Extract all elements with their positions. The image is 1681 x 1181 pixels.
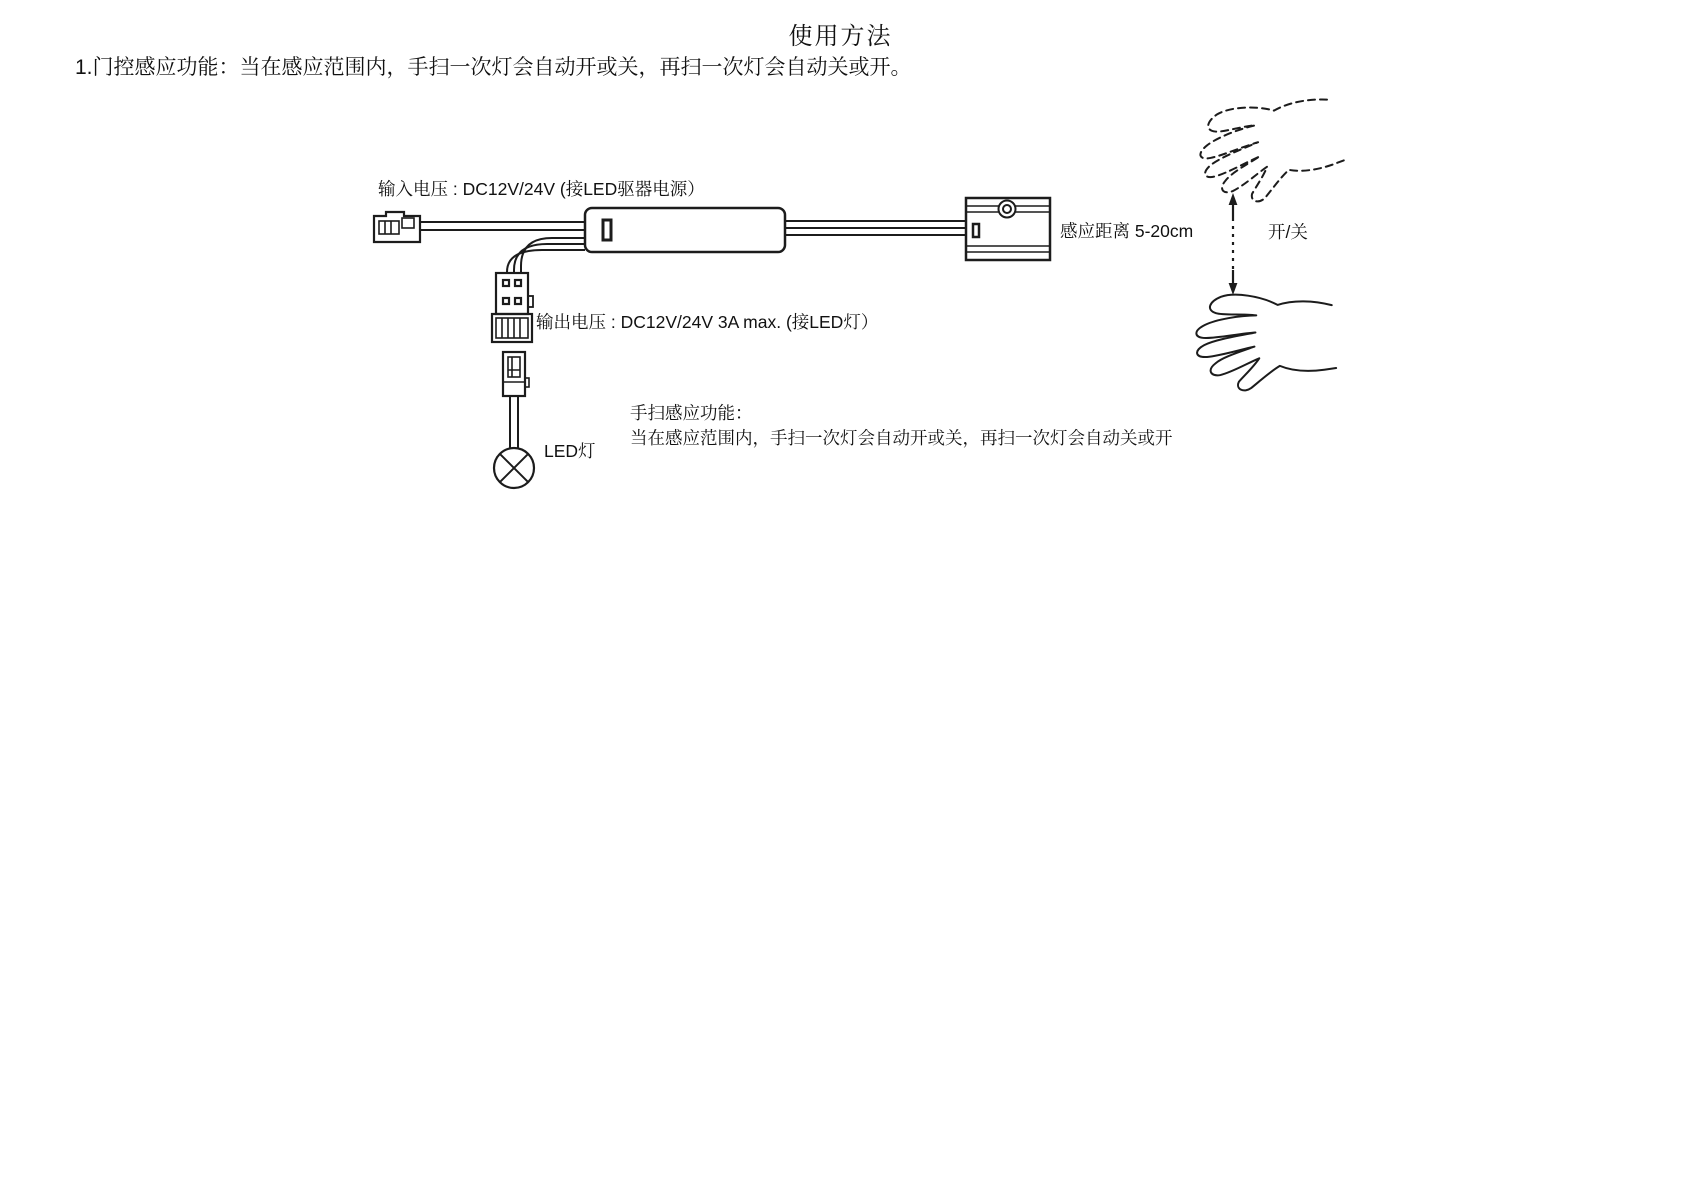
double-arrow-icon — [1229, 193, 1238, 295]
input-plug-icon — [374, 212, 420, 242]
hand-wave-function-desc: 当在感应范围内，手扫一次灯会自动开或关，再扫一次灯会自动关或开 — [630, 428, 1173, 448]
on-off-label: 开/关 — [1268, 222, 1308, 242]
instruction-line-1: 1.门控感应功能：当在感应范围内，手扫一次灯会自动开或关，再扫一次灯会自动关或开。 — [75, 56, 912, 79]
input-voltage-label: 输入电压 : DC12V/24V (接LED驱器电源） — [378, 179, 705, 199]
output-voltage-label: 输出电压 : DC12V/24V 3A max. (接LED灯） — [536, 312, 879, 332]
led-lamp-icon — [494, 448, 534, 488]
lamp-wires — [510, 396, 518, 448]
input-wires — [420, 222, 585, 230]
sensing-distance-label: 感应距离 5-20cm — [1060, 221, 1194, 241]
led-lamp-label: LED灯 — [544, 441, 596, 461]
sensor-wires — [785, 221, 966, 235]
hand-dashed-icon — [1190, 83, 1349, 213]
page-title: 使用方法 — [788, 23, 893, 50]
hand-wave-function-title: 手扫感应功能： — [630, 403, 753, 423]
hand-solid-icon — [1193, 288, 1337, 394]
sensor-box-icon — [966, 198, 1050, 260]
male-connector-icon — [503, 352, 529, 396]
output-connector-icon — [492, 273, 533, 342]
output-wires — [507, 238, 585, 274]
controller-box-icon — [585, 208, 785, 252]
